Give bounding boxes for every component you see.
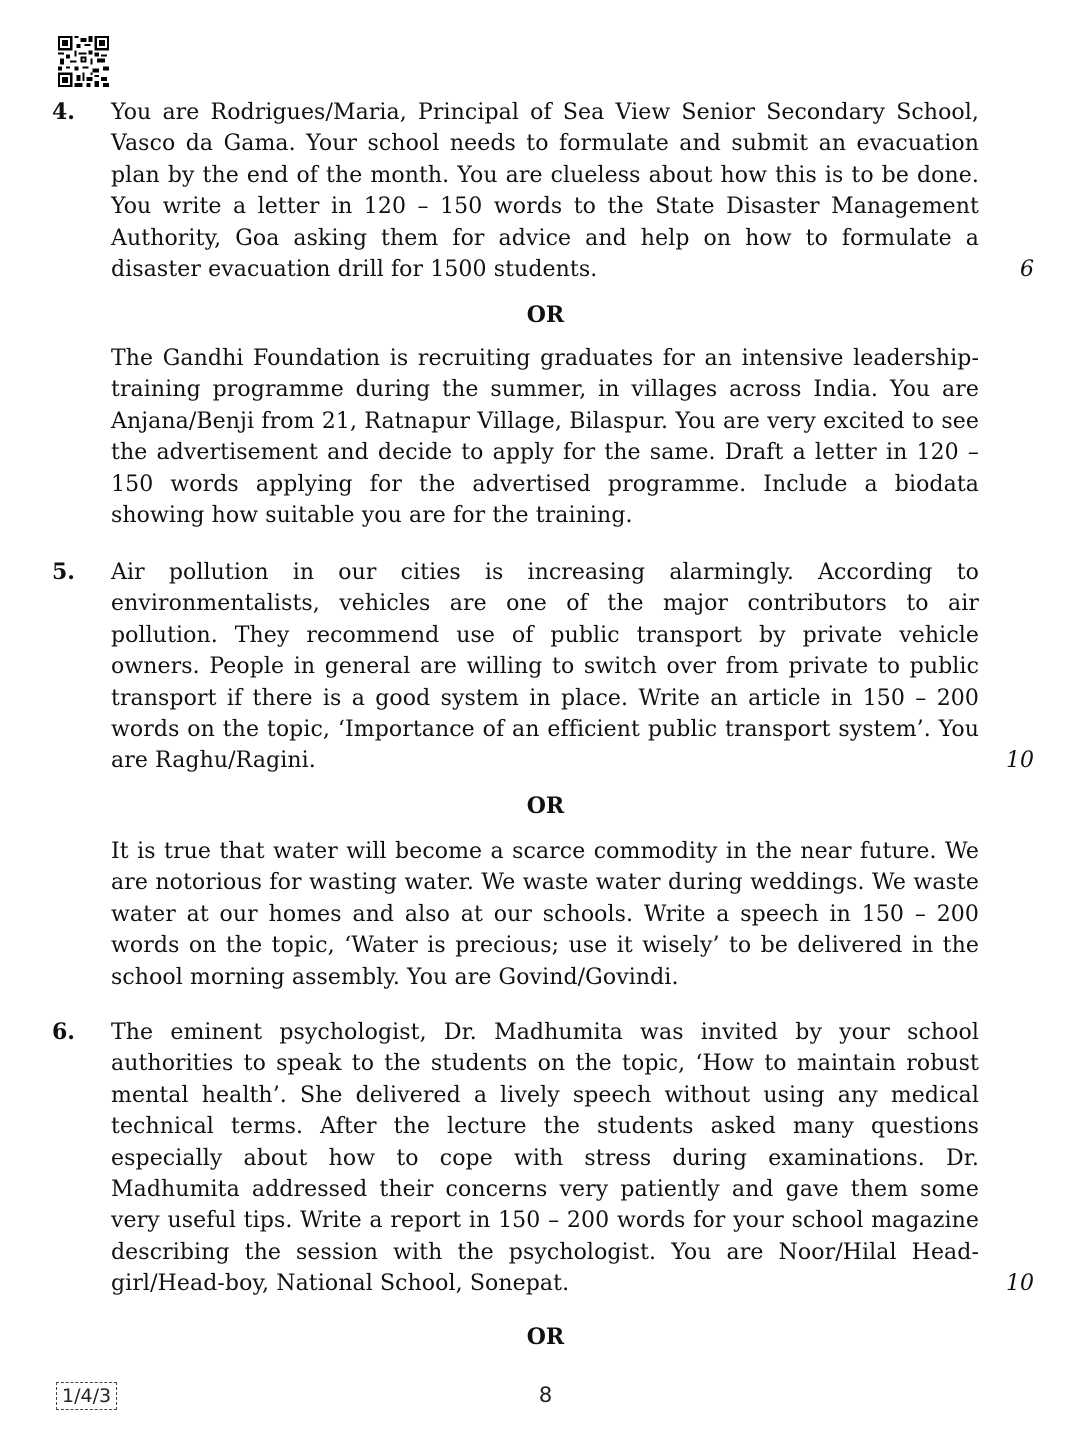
or-separator: OR bbox=[526, 302, 565, 328]
marks: 10 bbox=[1006, 1271, 1034, 1296]
question-alt-text: The Gandhi Foundation is recruiting graduates for an intensive leadership-training programme during the summer, in villages across India. You are Anjana/Benji from 21, Ratnapur Village, Bilaspur. You are very excited to see the advertisement and decide to apply for the same. Draft a letter in 120 – 150 words applying for the advertised programme. Include a biodata showing how suitable you are for the training. bbox=[111, 346, 979, 529]
marks: 10 bbox=[1006, 748, 1034, 773]
question-alt-text: It is true that water will become a scarce commodity in the near future. We are notorious for wasting water. We waste water during weddings. We waste water at our homes and also at our schools. Write a speech in 150 – 200 words on the topic, ‘Water is precious; use it wisely’ to be delivered in the school morning assembly. You are Govind/Govindi. bbox=[111, 839, 979, 990]
question-number: 6. bbox=[52, 1019, 75, 1045]
question-text: You are Rodrigues/Maria, Principal of Sea View Senior Secondary School, Vasco da Gama. Your school needs to formulate and submit an evacuation plan by the end of the month. You are clueless about how this is to be done. You write a letter in 120 – 150 words to the State Disaster Management Authority, Goa asking them for advice and help on how to formulate a disaster evacuation drill for 1500 students. bbox=[111, 100, 979, 283]
question-number: 4. bbox=[52, 99, 75, 125]
page-number: 8 bbox=[538, 1383, 553, 1407]
or-separator: OR bbox=[526, 793, 565, 819]
question-number: 5. bbox=[52, 559, 75, 585]
qr-code-icon bbox=[58, 36, 109, 87]
paper-code: 1/4/3 bbox=[56, 1382, 117, 1410]
or-separator: OR bbox=[526, 1324, 565, 1350]
marks: 6 bbox=[1020, 257, 1034, 282]
question-text: Air pollution in our cities is increasing alarmingly. According to environmentalists, vehicles are one of the major contributors to air pollution. They recommend use of public transport by private vehicle owners. People in general are willing to switch over from private to public transport if there is a good system in place. Write an article in 150 – 200 words on the topic, ‘Importance of an efficient public transport system’. You are Raghu/Ragini. bbox=[111, 560, 979, 774]
question-text: The eminent psychologist, Dr. Madhumita was invited by your school authorities to speak to the students on the topic, ‘How to maintain robust mental health’. She delivered a lively speech without using any medical technical terms. After the lecture the students asked many questions especially about how to cope with stress during examinations. Dr. Madhumita addressed their concerns very patiently and gave them some very useful tips. Write a report in 150 – 200 words for your school magazine describing the session with the psychologist. You are Noor/Hilal Head-girl/Head-boy, National School, Sonepat. bbox=[111, 1020, 979, 1297]
